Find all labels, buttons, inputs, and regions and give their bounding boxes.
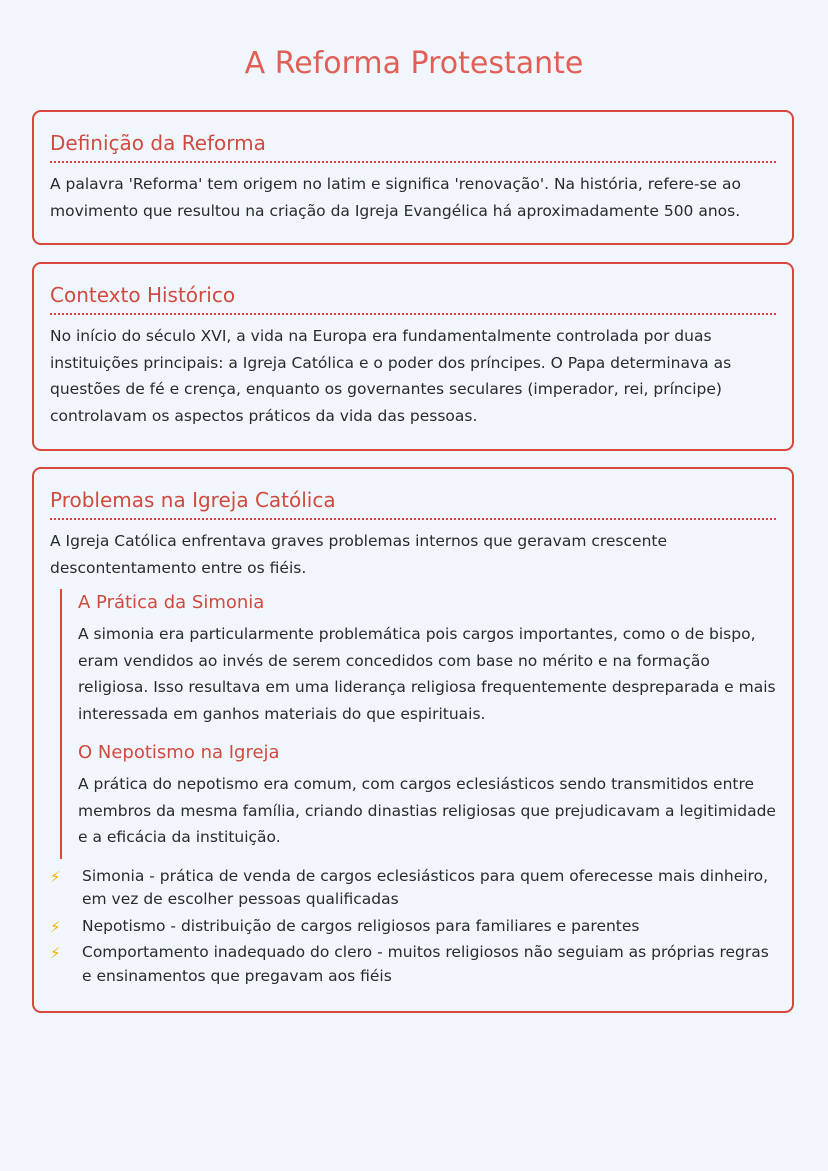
section-definicao [32,110,794,245]
list-item-text: Nepotismo - distribuição de cargos religiosos para familiares e parentes [82,916,640,935]
section-text: A palavra 'Reforma' tem origem no latim e significa 'renovação'. Na história, refere-se ao movimento que resultou na criação da Igreja Evangélica há aproximadamente 500 anos. [50,175,741,220]
list-item [50,915,776,939]
section-heading: Contexto Histórico [50,280,776,315]
section-problemas [32,467,794,1013]
lightning-bolt-icon: ⚡ [50,944,61,962]
section-contexto [32,262,794,451]
problem-list [50,865,776,989]
lightning-bolt-icon: ⚡ [50,917,61,936]
lightning-bolt-icon: ⚡ [50,867,61,886]
subsection-simonia [60,589,776,733]
subsection-text: A simonia era particularmente problemática pois cargos importantes, como o de bispo, eram vendidos ao invés de serem concedidos com base no mérito e na formação religiosa. Isso resultava em uma liderança religiosa frequentemente despreparada e mais interessada em ganhos materiais do que espirituais. [78,625,776,723]
list-item [50,865,776,912]
section-heading: Problemas na Igreja Católica [50,485,776,520]
section-intro: A Igreja Católica enfrentava graves problemas internos que geravam crescente descontentamento entre os fiéis. [50,532,668,577]
subsection-heading: O Nepotismo na Igreja [78,742,280,763]
section-heading: Definição da Reforma [50,128,776,163]
page-title: A Reforma Protestante [244,46,584,81]
list-item [50,941,776,988]
subsection-heading: A Prática da Simonia [78,592,265,613]
subsection-text: A prática do nepotismo era comum, com cargos eclesiásticos sendo transmitidos entre membros da mesma família, criando dinastias religiosas que prejudicavam a legitimidade e a eficácia da instituição. [78,775,776,846]
list-item-text: Simonia - prática de venda de cargos eclesiásticos para quem oferecesse mais dinheiro, em vez de escolher pessoas qualificadas [82,866,768,908]
list-item-text: Comportamento inadequado do clero - muitos religiosos não seguiam as próprias regras e ensinamentos que pregavam aos fiéis [82,943,769,985]
subsection-nepotismo [60,733,776,859]
section-text: No início do século XVI, a vida na Europa era fundamentalmente controlada por duas instituições principais: a Igreja Católica e o poder dos príncipes. O Papa determinava as questões de fé e crença, enquanto os governantes seculares (imperador, rei, príncipe) controlavam os aspectos práticos da vida das pessoas. [50,327,732,425]
